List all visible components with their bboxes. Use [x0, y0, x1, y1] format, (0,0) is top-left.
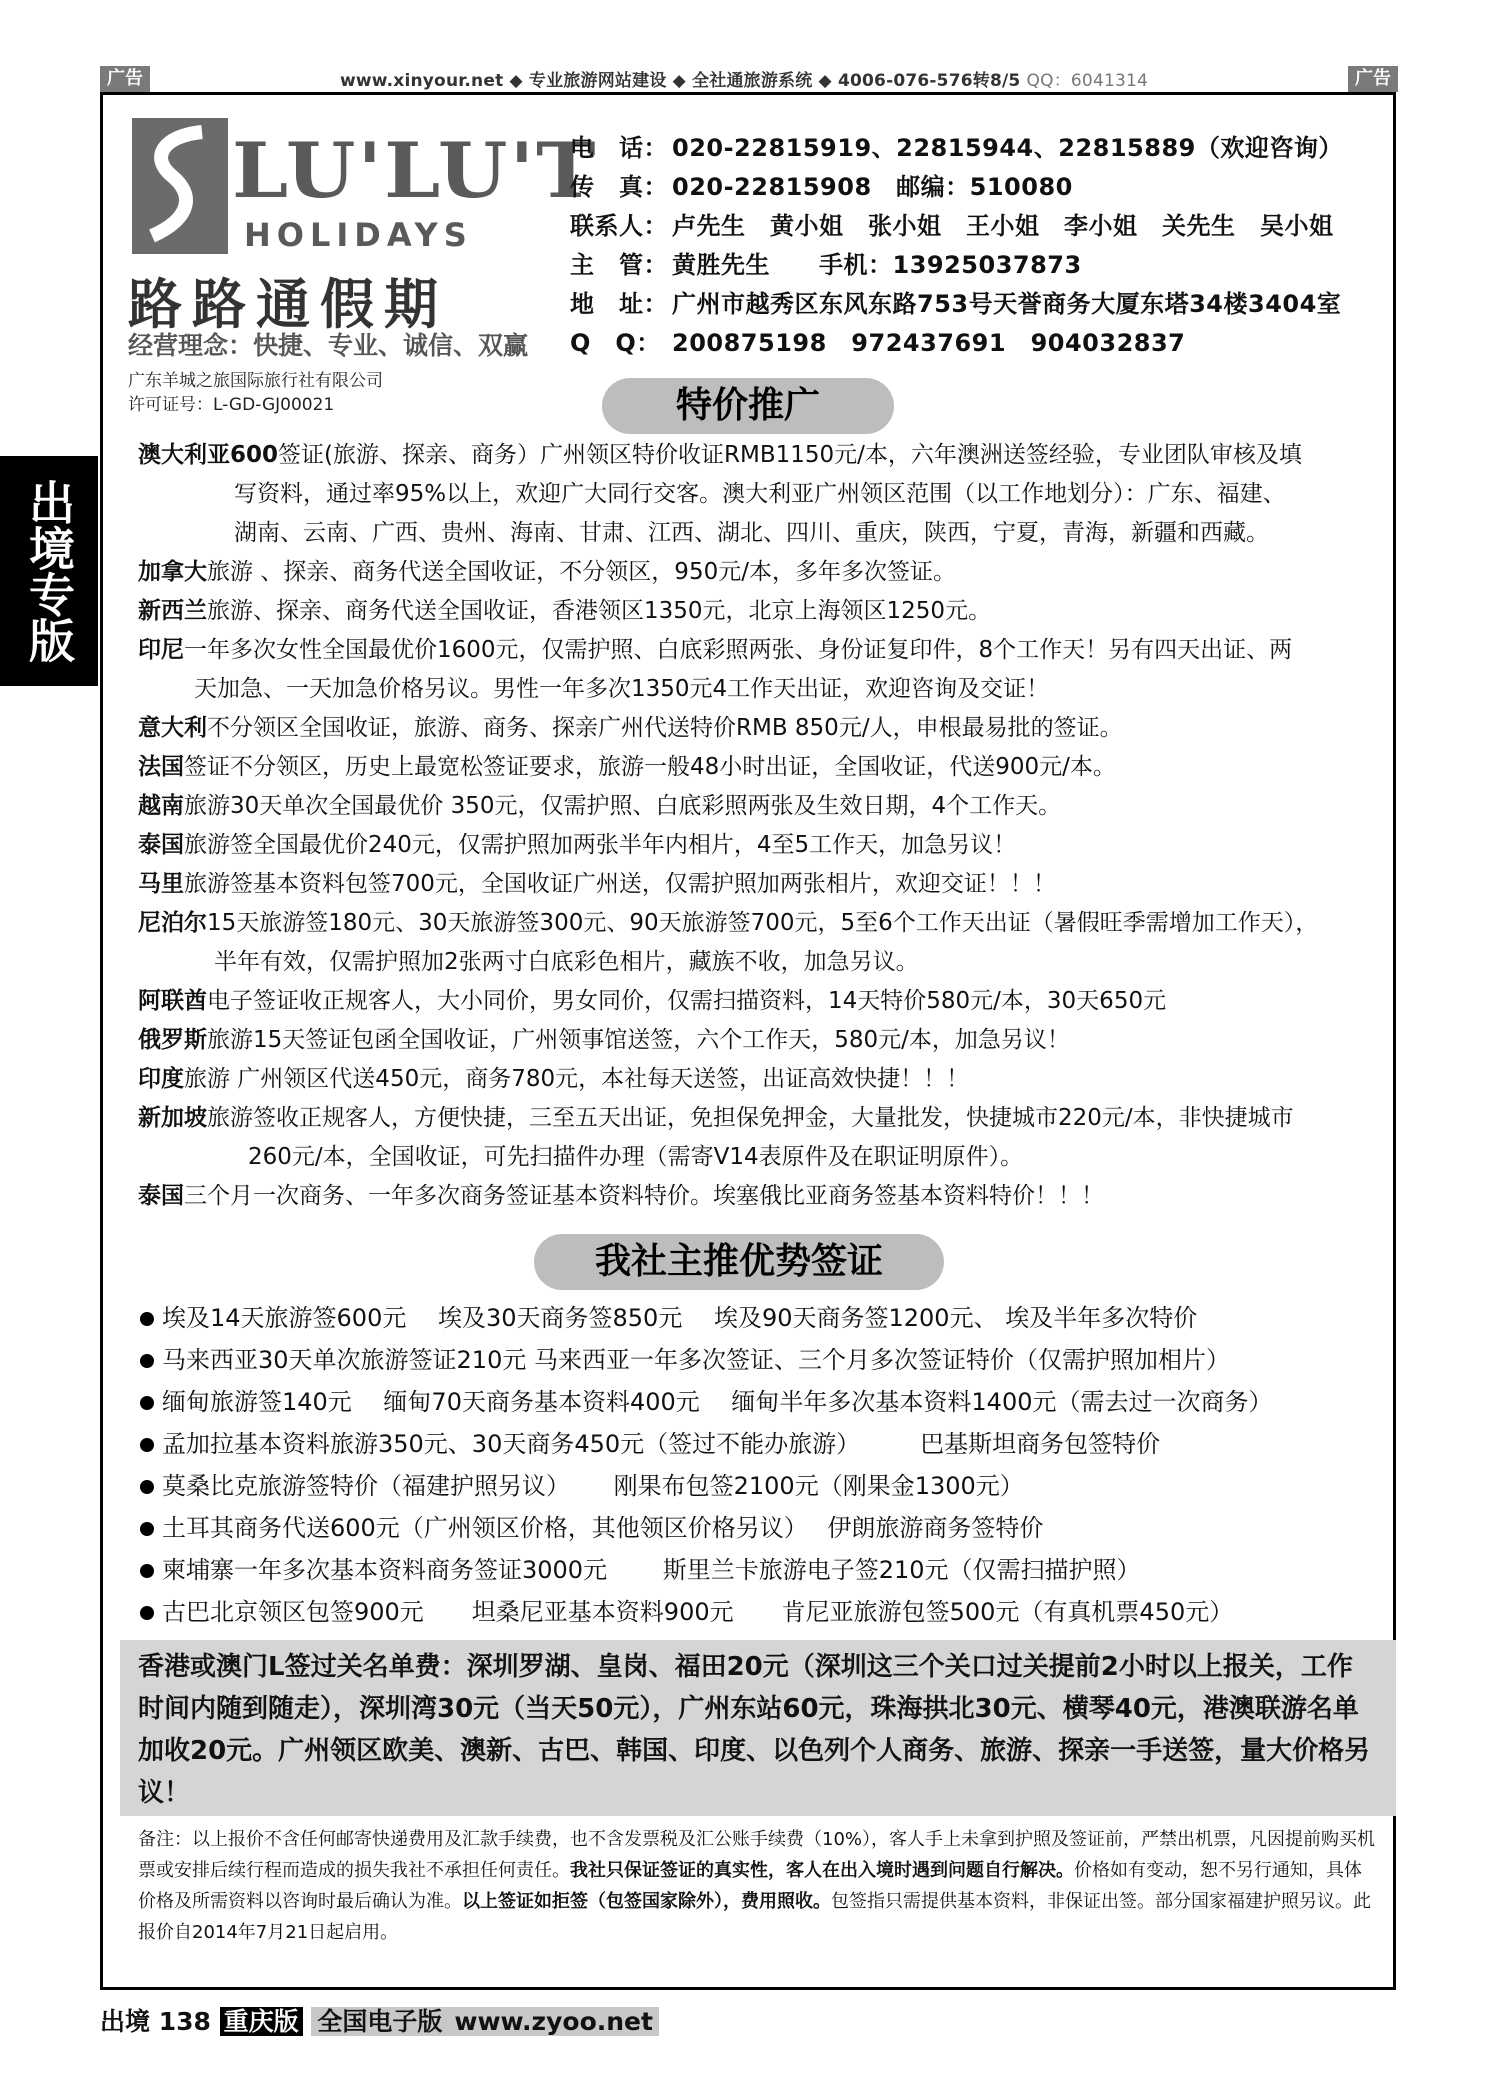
national-label: 全国电子版 — [311, 2007, 448, 2036]
notes-text-3: 包签指只需提供基本资料，非保证出签。部分国家福建护照另议。此报价自2014年7月21日起启用。 — [138, 1891, 1371, 1943]
entry-text: 三个月一次商务、一年多次商务签证基本资料特价。埃塞俄比亚商务签基本资料特价！！！ — [184, 1183, 1104, 1209]
notes-bold-1: 我社只保证签证的真实性，客人在出入境时遇到问题自行解决。 — [570, 1860, 1074, 1881]
entry-text: 旅游 广州领区代送450元，商务780元，本社每天送签，出证高效快捷！！！ — [184, 1066, 970, 1092]
entry-text: 旅游签全国最优价240元，仅需护照加两张半年内相片，4至5工作天，加急另议！ — [184, 832, 1017, 858]
entry-country: 马里 — [138, 871, 184, 897]
contact-people — [570, 206, 1334, 241]
company-name: 广东羊城之旅国际旅行社有限公司 — [128, 371, 383, 391]
list-item — [140, 1424, 1160, 1459]
entry-country: 俄罗斯 — [138, 1027, 207, 1053]
entry-text-cont: 天加急、一天加急价格另议。男性一年多次1350元4工作天出证，欢迎咨询及交证！ — [194, 676, 1050, 702]
specials-list — [138, 436, 1378, 1216]
entry-text: 旅游30天单次全国最优价 350元，仅需护照、白底彩照两张及生效日期，4个工作天。 — [184, 793, 1062, 819]
entry-country: 意大利 — [138, 715, 207, 741]
entry-country: 新西兰 — [138, 598, 207, 624]
entry-country: 印尼 — [138, 637, 184, 663]
entry-country: 越南 — [138, 793, 184, 819]
footer-url[interactable]: www.zyoo.net — [448, 2007, 659, 2036]
bullet-text: 缅甸旅游签140元 缅甸70天商务基本资料400元 缅甸半年多次基本资料1400元（需去过一次商务） — [162, 1388, 1273, 1416]
bullet-icon — [140, 1606, 154, 1620]
license-number: 许可证号：L-GD-GJ00021 — [128, 395, 335, 415]
entry-text-cont: 半年有效，仅需护照加2张两寸白底彩色相片，藏族不收，加急另议。 — [214, 949, 919, 975]
list-item — [138, 865, 1378, 904]
footer — [100, 2002, 659, 2038]
entry-text-cont: 260元/本，全国收证，可先扫描件办理（需寄V14表原件及在职证明原件）。 — [248, 1144, 1024, 1170]
bullet-text: 埃及14天旅游签600元 埃及30天商务签850元 埃及90天商务签1200元、 埃及半年多次特价 — [162, 1304, 1198, 1332]
list-item — [140, 1382, 1273, 1417]
list-item — [140, 1466, 1024, 1501]
contact-value: 020-22815908 邮编：510080 — [672, 173, 1073, 201]
entry-text: 15天旅游签180元、30天旅游签300元、90天旅游签700元，5至6个工作天出证（暑假旺季需增加工作天）， — [207, 910, 1319, 936]
header-line — [340, 66, 1170, 91]
list-item — [138, 1177, 1378, 1216]
list-item — [140, 1550, 1141, 1585]
section-title-specials: 特价推广 — [602, 378, 894, 434]
entry-text: 旅游签基本资料包签700元，全国收证广州送，仅需护照加两张相片，欢迎交证！！！ — [184, 871, 1056, 897]
entry-country: 印度 — [138, 1066, 184, 1092]
list-item — [138, 826, 1378, 865]
list-item — [138, 631, 1378, 709]
bullet-icon — [140, 1312, 154, 1326]
entry-text: 签证(旅游、探亲、商务）广州领区特价收证RMB1150元/本，六年澳洲送签经验，专业团队审核及填 — [278, 442, 1302, 468]
contact-qq — [570, 323, 1185, 358]
entry-country: 新加坡 — [138, 1105, 207, 1131]
bullet-icon — [140, 1564, 154, 1578]
entry-text-cont: 湖南、云南、广西、贵州、海南、甘肃、江西、湖北、四川、重庆，陕西，宁夏，青海，新疆和西藏。 — [234, 520, 1269, 546]
contact-label: 传 真： — [570, 173, 668, 201]
entry-country: 泰国 — [138, 832, 184, 858]
ad-tag-right: 广告 — [1348, 66, 1398, 92]
bullet-icon — [140, 1480, 154, 1494]
list-item — [138, 748, 1378, 787]
slogan: 经营理念：快捷、专业、诚信、双赢 — [128, 331, 529, 360]
contact-value: 020-22815919、22815944、22815889（欢迎咨询） — [672, 134, 1343, 162]
contact-value: 黄胜先生 手机：13925037873 — [672, 251, 1082, 279]
bullet-text: 土耳其商务代送600元（广州领区价格，其他领区价格另议） 伊朗旅游商务签特价 — [162, 1514, 1044, 1542]
side-tab: 出境专版 — [0, 456, 98, 686]
bullet-text: 孟加拉基本资料旅游350元、30天商务450元（签过不能办旅游） 巴基斯坦商务包签特价 — [162, 1430, 1161, 1458]
contact-value: 卢先生 黄小姐 张小姐 王小姐 李小姐 关先生 吴小姐 — [672, 212, 1334, 240]
header-text: www.xinyour.net ◆ 专业旅游网站建设 ◆ 全社通旅游系统 ◆ 4006-076-576转8/5 — [340, 71, 1021, 91]
hk-macau-text: 香港或澳门L签过关名单费：深圳罗湖、皇岗、福田20元（深圳这三个关口过关提前2小时以上报关，工作时间内随到随走），深圳湾30元（当天50元），广州东站60元，珠海拱北30元、横琴40元，港澳联游名单加收20元。广州领区欧美、澳新、古巴、韩国、印度、以色列个人商务、旅游、探亲一手送签，量大价格另议！ — [138, 1652, 1371, 1808]
ad-tag-left: 广告 — [100, 66, 150, 92]
entry-text: 旅游签收正规客人，方便快捷，三至五天出证，免担保免押金，大量批发，快捷城市220元/本，非快捷城市 — [207, 1105, 1294, 1131]
list-item — [138, 1021, 1378, 1060]
contact-manager — [570, 245, 1082, 280]
list-item — [140, 1340, 1230, 1375]
entry-country: 尼泊尔 — [138, 910, 207, 936]
list-item — [138, 1060, 1378, 1099]
notes-label: 备注： — [138, 1829, 192, 1850]
bullet-icon — [140, 1396, 154, 1410]
entry-text: 旅游 、探亲、商务代送全国收证，不分领区，950元/本，多年多次签证。 — [207, 559, 956, 585]
contact-address — [570, 284, 1341, 319]
list-item — [138, 553, 1378, 592]
notes-text: 以上报价不含任何邮寄快递费用及汇款手续费，也不含发票税及汇公账手续费（10%），客人手上未拿到护照及签证前，严禁出机票，凡因提前购买机票或安排后续行程而造成的损失我社不承担任何责任。 — [138, 1829, 1376, 1881]
list-item — [138, 436, 1378, 553]
entry-country: 澳大利亚600 — [138, 442, 279, 468]
brand-name-en: LU'LU'T — [232, 126, 598, 215]
list-item — [140, 1508, 1043, 1543]
section-title-featured: 我社主推优势签证 — [534, 1234, 944, 1290]
header-qq: QQ：6041314 — [1026, 71, 1149, 91]
contact-fax — [570, 167, 1073, 202]
contact-label: Q Q： — [570, 329, 661, 357]
list-item — [138, 904, 1378, 982]
list-item — [138, 709, 1378, 748]
bullet-text: 莫桑比克旅游签特价（福建护照另议） 刚果布包签2100元（刚果金1300元） — [162, 1472, 1024, 1500]
bullet-text: 古巴北京领区包签900元 坦桑尼亚基本资料900元 肯尼亚旅游包签500元（有真机票450元） — [162, 1598, 1234, 1626]
page-number: 出境 138 — [100, 2007, 211, 2036]
entry-text: 一年多次女性全国最优价1600元，仅需护照、白底彩照两张、身份证复印件，8个工作天！另有四天出证、两 — [184, 637, 1293, 663]
list-item — [140, 1592, 1233, 1627]
entry-text: 电子签证收正规客人，大小同价，男女同价，仅需扫描资料，14天特价580元/本，30天650元 — [207, 988, 1167, 1014]
entry-country: 法国 — [138, 754, 184, 780]
brand-subtitle: HOLIDAYS — [244, 216, 473, 254]
notes — [138, 1824, 1378, 1948]
contact-phone — [570, 128, 1343, 163]
bullet-text: 柬埔寨一年多次基本资料商务签证3000元 斯里兰卡旅游电子签210元（仅需扫描护照） — [162, 1556, 1141, 1584]
entry-text-cont: 写资料，通过率95%以上，欢迎广大同行交客。澳大利亚广州领区范围（以工作地划分）：广东、福建、 — [234, 481, 1286, 507]
logo-mark-icon — [132, 118, 228, 254]
edition-badge: 重庆版 — [220, 2007, 303, 2036]
list-item — [138, 1099, 1378, 1177]
entry-country: 加拿大 — [138, 559, 207, 585]
contact-label: 电 话： — [570, 134, 668, 162]
brand-name-cn: 路路通假期 — [128, 272, 448, 336]
contact-value: 广州市越秀区东风东路753号天誉商务大厦东塔34楼3404室 — [672, 290, 1342, 318]
list-item — [140, 1298, 1197, 1333]
bullet-icon — [140, 1522, 154, 1536]
contact-label: 地 址： — [570, 290, 668, 318]
notes-text-2: 价格如有变动，恕不另行通知，具体价格及所需资料以咨询时最后确认为准。 — [138, 1860, 1362, 1912]
entry-text: 旅游、探亲、商务代送全国收证，香港领区1350元，北京上海领区1250元。 — [207, 598, 992, 624]
entry-text: 旅游15天签证包函全国收证，广州领事馆送签，六个工作天，580元/本，加急另议！ — [207, 1027, 1070, 1053]
list-item — [138, 787, 1378, 826]
entry-text: 签证不分领区，历史上最宽松签证要求，旅游一般48小时出证，全国收证，代送900元/本。 — [184, 754, 1116, 780]
contact-label: 联系人： — [570, 212, 668, 240]
list-item — [138, 592, 1378, 631]
list-item — [138, 982, 1378, 1021]
entry-country: 泰国 — [138, 1183, 184, 1209]
entry-country: 阿联酋 — [138, 988, 207, 1014]
contact-value: 200875198 972437691 904032837 — [672, 329, 1186, 357]
bullet-text: 马来西亚30天单次旅游签证210元 马来西亚一年多次签证、三个月多次签证特价（仅需护照加相片） — [162, 1346, 1230, 1374]
bullet-icon — [140, 1438, 154, 1452]
contact-label: 主 管： — [570, 251, 668, 279]
entry-text: 不分领区全国收证，旅游、商务、探亲广州代送特价RMB 850元/人，申根最易批的签证。 — [207, 715, 1123, 741]
bullet-icon — [140, 1354, 154, 1368]
notes-bold-2: 以上签证如拒签（包签国家除外），费用照收。 — [462, 1891, 831, 1912]
